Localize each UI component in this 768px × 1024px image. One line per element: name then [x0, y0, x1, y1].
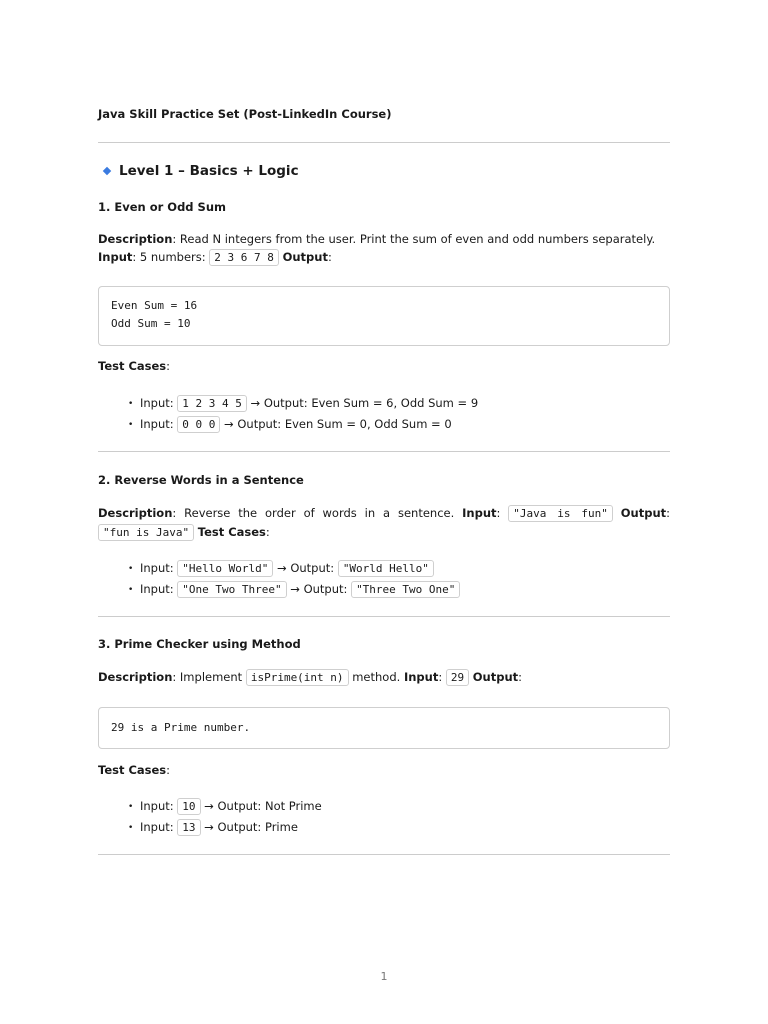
input-code: "Java is fun" — [508, 505, 613, 522]
method-code: isPrime(int n) — [246, 669, 349, 686]
test-output: Even Sum = 6, Odd Sum = 9 — [311, 396, 479, 410]
description-text: : Reverse the order of words in a sentence. — [172, 506, 463, 520]
output-block-code: 29 is a Prime number. — [111, 721, 251, 734]
problem-1-test-cases-label — [98, 357, 670, 375]
colon: : — [666, 506, 671, 520]
test-input-code: 0 0 0 — [177, 416, 220, 433]
output-label: Output — [472, 670, 519, 684]
input-code: 29 — [446, 669, 469, 686]
input-label: Input — [462, 506, 497, 520]
divider — [98, 616, 670, 617]
input-prefix: Input: — [139, 561, 174, 575]
input-label: Input — [403, 670, 439, 684]
test-input-code: 13 — [177, 819, 200, 836]
divider — [98, 451, 670, 452]
description-label: Description — [98, 232, 173, 246]
colon: : — [518, 670, 523, 684]
problem-3-test-cases-label — [98, 761, 670, 779]
problem-1-description — [98, 230, 670, 267]
level-heading — [104, 163, 299, 179]
problem-2-test-list — [128, 559, 460, 601]
input-text: : 5 numbers: — [132, 250, 210, 264]
test-output-code: "Three Two One" — [351, 581, 460, 598]
problem-3-heading: 3. Prime Checker using Method — [98, 637, 301, 651]
arrow-output: → Output: — [200, 799, 265, 813]
list-item — [128, 818, 322, 839]
divider — [98, 854, 670, 855]
method-suffix: method. — [348, 670, 404, 684]
test-cases-label: Test Cases — [98, 763, 167, 777]
problem-1-test-list — [128, 394, 478, 436]
output-block-code: Even Sum = 16 Odd Sum = 10 — [111, 299, 198, 330]
input-label: Input — [98, 250, 133, 264]
list-item — [128, 394, 478, 415]
page-number: 1 — [380, 970, 388, 983]
description-text: : Implement — [172, 670, 246, 684]
test-cases-label: Test Cases — [197, 525, 266, 539]
test-input-code: 10 — [177, 798, 200, 815]
input-prefix: Input: — [139, 417, 174, 431]
input-prefix: Input: — [139, 396, 174, 410]
problem-3-test-list — [128, 797, 322, 839]
problem-2-description — [98, 504, 670, 542]
arrow-output: → Output: — [273, 561, 338, 575]
colon: : — [327, 250, 332, 264]
problem-2-heading: 2. Reverse Words in a Sentence — [98, 473, 304, 487]
description-text: : Read N integers from the user. Print the sum of even and odd numbers separately. — [172, 232, 656, 246]
test-output: Prime — [264, 820, 298, 834]
list-item — [128, 797, 322, 818]
colon: : — [166, 359, 171, 373]
test-output: Even Sum = 0, Odd Sum = 0 — [284, 417, 452, 431]
arrow-output: → Output: — [200, 820, 265, 834]
problem-1-output-block — [98, 286, 670, 346]
divider — [98, 142, 670, 143]
level-heading-text: Level 1 – Basics + Logic — [119, 163, 299, 179]
input-code: 2 3 6 7 8 — [209, 249, 279, 266]
description-label: Description — [98, 506, 173, 520]
list-item — [128, 559, 460, 580]
test-input-code: 1 2 3 4 5 — [177, 395, 247, 412]
diamond-bullet-icon — [103, 167, 111, 175]
input-prefix: Input: — [139, 582, 174, 596]
arrow-output: → Output: — [286, 582, 352, 596]
arrow-output: → Output: — [220, 417, 285, 431]
output-label: Output — [620, 506, 667, 520]
input-prefix: Input: — [139, 799, 174, 813]
list-item — [128, 580, 460, 601]
description-label: Description — [98, 670, 173, 684]
test-cases-label: Test Cases — [98, 359, 167, 373]
document-title: Java Skill Practice Set (Post-LinkedIn Course) — [98, 107, 392, 121]
arrow-output: → Output: — [246, 396, 312, 410]
colon: : — [438, 670, 443, 684]
input-prefix: Input: — [139, 820, 174, 834]
problem-1-heading: 1. Even or Odd Sum — [98, 200, 226, 214]
colon: : — [166, 763, 171, 777]
colon: : — [265, 525, 270, 539]
test-output: Not Prime — [264, 799, 322, 813]
test-input-code: "One Two Three" — [177, 581, 286, 598]
test-output-code: "World Hello" — [338, 560, 434, 577]
output-code: "fun is Java" — [98, 524, 194, 541]
list-item — [128, 415, 478, 436]
colon: : — [496, 506, 501, 520]
problem-3-description — [98, 668, 670, 687]
output-label: Output — [282, 250, 328, 264]
problem-3-output-block — [98, 707, 670, 749]
test-input-code: "Hello World" — [177, 560, 273, 577]
